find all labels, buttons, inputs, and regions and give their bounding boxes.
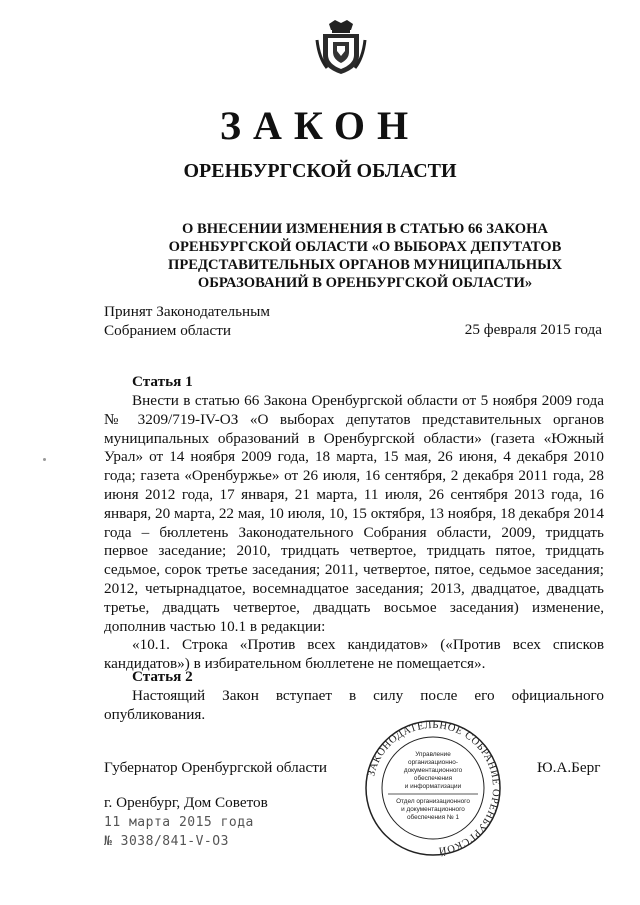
heading-line: ОРЕНБУРГСКОЙ ОБЛАСТИ «О ВЫБОРАХ ДЕПУТАТОВ (168, 239, 562, 255)
official-seal-stamp (364, 719, 502, 857)
law-heading (130, 220, 600, 292)
registration-date: 11 марта 2015 года (104, 815, 254, 830)
article-1-paragraph: «10.1. Строка «Против всех кандидатов» («Против всех списков кандидатов») в избирательном бюллетене не помещается». (104, 636, 604, 673)
adoption-line: Собранием области (104, 322, 231, 339)
coat-of-arms-emblem (315, 18, 367, 76)
heading-line: ОБРАЗОВАНИЙ В ОРЕНБУРГСКОЙ ОБЛАСТИ» (197, 275, 533, 291)
article-2-body (104, 687, 604, 725)
article-1-paragraph: Внести в статью 66 Закона Оренбургской области от 5 ноября 2009 года № 3209/719-IV-ОЗ «О выборах депутатов представительных органов муниципальных образований в Оренбургской области» (газета «Южный Урал» от 14 ноября 2009 года, 18 марта, 15 мая, 26 июня, 4 декабря 2010 года; газета «Оренбуржье» от 26 июля, 16 сентября, 2 декабря 2011 года, 28 июня 2012 года, 17 января, 21 марта, 11 июля, 26 сентября 2013 года, 16 января, 20 марта, 22 мая, 10 июля, 10, 15 октября, 13 ноября, 18 декабря 2014 года – бюллетень Законодательного Собрания области, 2009, тридцать первое заседание; 2010, тридцать четвертое, тридцать пятое, тридцать седьмое, сорок третье заседания; 2011, четвертое, пятое, седьмое заседания; 2012, четырнадцатое, восемнадцатое заседания; 2013, двадцатое, двадцать третье, двадцать четвертое, двадцать восьмое заседания) изменение, дополнив частью 10.1 в редакции: (104, 392, 604, 635)
adoption-note (104, 302, 270, 340)
document-title: ЗАКОН (219, 103, 421, 148)
registration-number: № 3038/841-V-ОЗ (104, 834, 229, 849)
article-1-title: Статья 1 (132, 373, 193, 390)
heading-line: ПРЕДСТАВИТЕЛЬНЫХ ОРГАНОВ МУНИЦИПАЛЬНЫХ (168, 257, 562, 273)
article-1-body (104, 392, 604, 674)
seal-inner-line: Управление (415, 751, 451, 758)
seal-inner-line: Отдел организационного (396, 798, 470, 805)
seal-inner-line: обеспечения (413, 775, 453, 782)
signatory-position: Губернатор Оренбургской области (104, 759, 327, 776)
article-2-paragraph: Настоящий Закон вступает в силу после его официального опубликования. (104, 687, 604, 723)
signing-place: г. Оренбург, Дом Советов (104, 794, 268, 811)
document-subtitle: ОРЕНБУРГСКОЙ ОБЛАСТИ (183, 160, 457, 182)
seal-inner-line: и информатизации (404, 783, 462, 790)
heading-line: О ВНЕСЕНИИ ИЗМЕНЕНИЯ В СТАТЬЮ 66 ЗАКОНА (182, 221, 548, 237)
adoption-date: 25 февраля 2015 года (464, 321, 602, 338)
signatory-name: Ю.А.Берг (537, 759, 601, 776)
seal-inner-line: и документационного (401, 806, 465, 813)
seal-outer-text: ЗАКОНОДАТЕЛЬНОЕ СОБРАНИЕ ОРЕНБУРГСКОЙ (366, 719, 502, 856)
article-2-title: Статья 2 (132, 668, 193, 685)
seal-inner-line: документационного (403, 767, 463, 774)
scan-speck (43, 458, 46, 461)
seal-inner-line: организационно- (408, 759, 458, 766)
seal-inner-line: обеспечения № 1 (406, 814, 460, 821)
adoption-line: Принят Законодательным (104, 303, 270, 320)
